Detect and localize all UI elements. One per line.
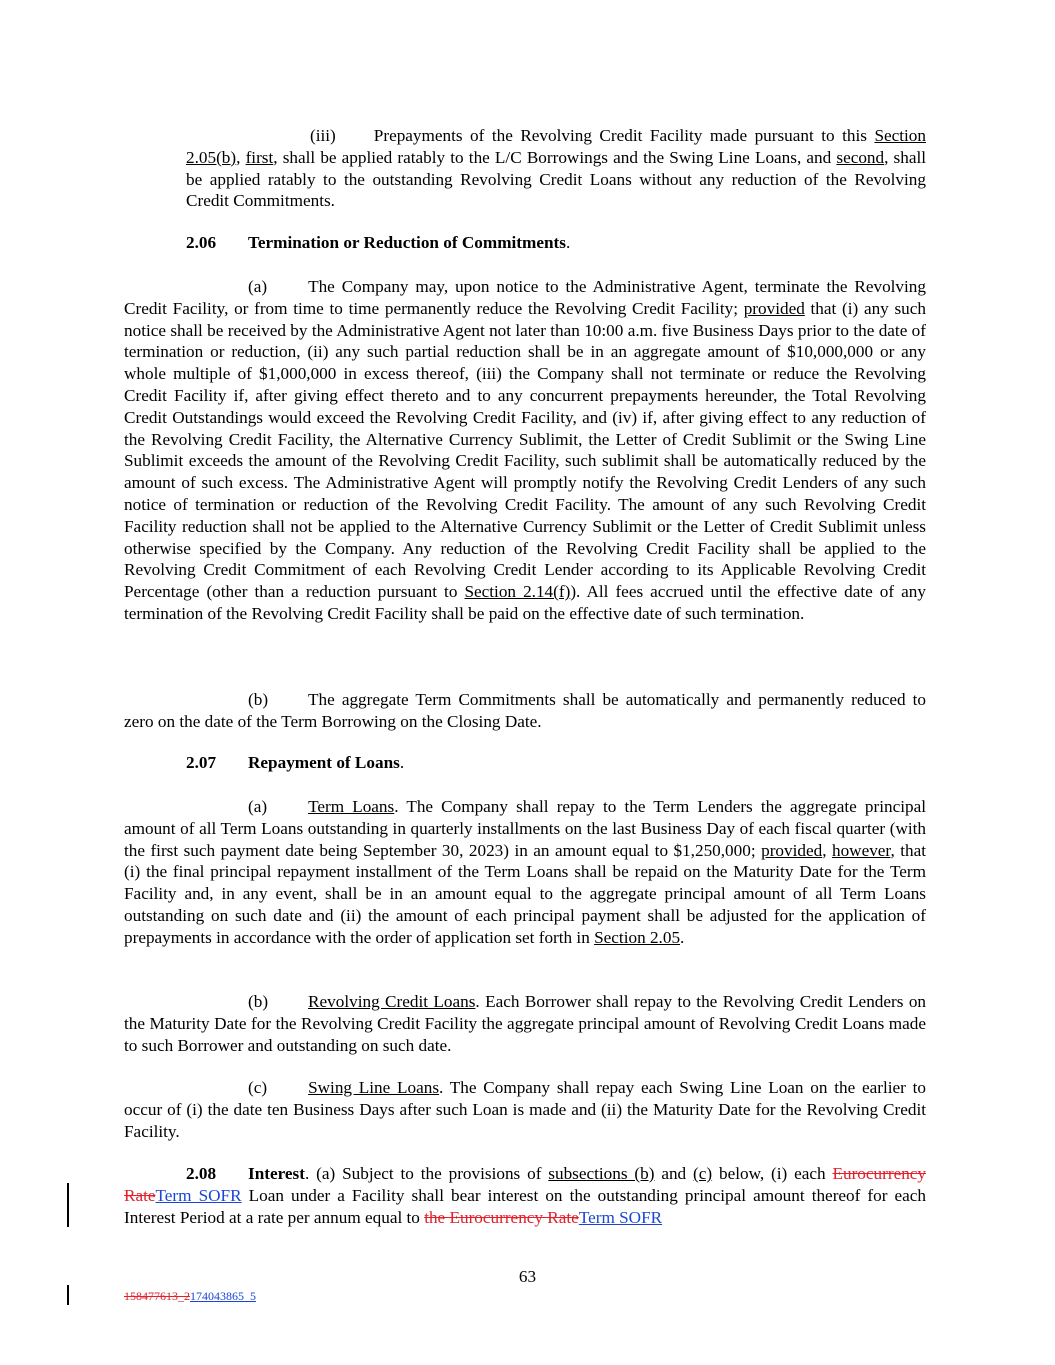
inserted-text: Term SOFR — [155, 1185, 242, 1205]
paragraph-2-06-b: (b) The aggregate Term Commitments shall be automatically and permanently reduced to zero on the date of the Term Borrowing on the Closing Date. — [124, 690, 926, 731]
paragraph-caption: Term Loans — [308, 797, 395, 816]
cross-reference: Section 2.05 — [594, 927, 681, 947]
change-bar — [67, 1183, 69, 1227]
deleted-text: 158477613_2 — [124, 1289, 190, 1303]
paragraph-caption: Revolving Credit Loans — [308, 992, 476, 1011]
section-heading-2-06: 2.06 Termination or Reduction of Commitments. — [186, 233, 571, 252]
inserted-text: Term SOFR — [578, 1207, 663, 1227]
change-bar — [67, 1285, 69, 1305]
paragraph-2-07-c: (c) Swing Line Loans. The Company shall repay each Swing Line Loan on the earlier to occur of (i) the date ten Business Days after such Loan is made and (ii) the Maturity Date for the Revolving Credit Facility. — [124, 1078, 927, 1141]
page-number: 63 — [518, 1267, 537, 1286]
paragraph-2-05-b-iii: (iii) Prepayments of the Revolving Credit Facility made pursuant to this Section 2.05(b), first, shall be applied ratably to the L/C Borrowings and the Swing Line Loans, and second, shall be applied ratably to the outstanding Revolving Credit Loans without any reduction of the Revolving Credit Commitments. — [186, 126, 927, 211]
paragraph-2-06-a: (a) The Company may, upon notice to the Administrative Agent, terminate the Revolving Credit Facility, or from time to time permanently reduce the Revolving Credit Facility; provided that (i) any such notice shall be received by the Administrative Agent not later than 10:00 a.m. five Business Days prior to the date of termination or reduction, (ii) any such partial reduction shall be in an aggregate amount of $10,000,000 or any whole multiple of $1,000,000 in excess thereof, (iii) the Company shall not terminate or reduce the Revolving Credit Facility if, after giving effect thereto and to any concurrent prepayments hereunder, the Total Revolving Credit Outstandings would exceed the Revolving Credit Facility, and (iv) if, after giving effect to any reduction of the Revolving Credit Facility, the Alternative Currency Sublimit, the Letter of Credit Sublimit or the Swing Line Sublimit exceeds the amount of the Revolving Credit Facility, such sublimit shall be automatically reduced by the amount of such excess. The Administrative Agent will promptly notify the Revolving Credit Lenders of any such notice of termination or reduction of the Revolving Credit Facility. The amount of any such Revolving Credit Facility reduction shall not be applied to the Alternative Currency Sublimit or the Letter of Credit Sublimit unless otherwise specified by the Company. Any reduction of the Revolving Credit Facility shall be applied to the Revolving Credit Commitment of each Revolving Credit Lender according to its Applicable Revolving Credit Percentage (other than a reduction pursuant to Section 2.14(f)). All fees accrued until the effective date of any termination of the Revolving Credit Facility shall be paid on the effective date of such termination. — [124, 277, 926, 623]
document-id — [124, 1289, 256, 1304]
paragraph-2-07-b: (b) Revolving Credit Loans. Each Borrower shall repay to the Revolving Credit Lenders on the Maturity Date for the Revolving Credit Facility the aggregate principal amount of Revolving Credit Loans made to such Borrower and outstanding on such date. — [124, 992, 927, 1055]
deleted-text: Eurocurrency Rate — [124, 1164, 927, 1205]
cross-reference: Section 2.14(f) — [464, 582, 571, 602]
section-heading-2-07: 2.07 Repayment of Loans. — [186, 753, 405, 772]
deleted-text: the Eurocurrency Rate — [424, 1207, 579, 1227]
cross-reference: subsections (b) — [548, 1164, 655, 1183]
cross-reference: Section 2.05(b) — [186, 126, 926, 167]
paragraph-caption: Swing Line Loans — [308, 1078, 440, 1097]
paragraph-2-08: 2.08 Interest. (a) Subject to the provisions of subsections (b) and (c) below, (i) each Eurocurrency RateTerm SOFR Loan under a Facility shall bear interest on the outstanding principal amount thereof for each Interest Period at a rate per annum equal to the Eurocurrency RateTerm SOFR — [124, 1164, 927, 1227]
cross-reference: (c) — [693, 1164, 713, 1183]
inserted-text: 174043865_5 — [190, 1289, 256, 1303]
paragraph-2-07-a: (a) Term Loans. The Company shall repay to the Term Lenders the aggregate principal amount of all Term Loans outstanding in quarterly installments on the last Business Day of each fiscal quarter (with the first such payment date being September 30, 2023) in an amount equal to $1,250,000; provided, however, that (i) the final principal repayment installment of the Term Loans shall be repaid on the Maturity Date for the Term Facility and, in any event, shall be in an amount equal to the aggregate principal amount of all Term Loans outstanding on such date and (ii) the amount of each principal payment shall be adjusted for the application of prepayments in accordance with the order of application set forth in Section 2.05. — [124, 797, 927, 947]
